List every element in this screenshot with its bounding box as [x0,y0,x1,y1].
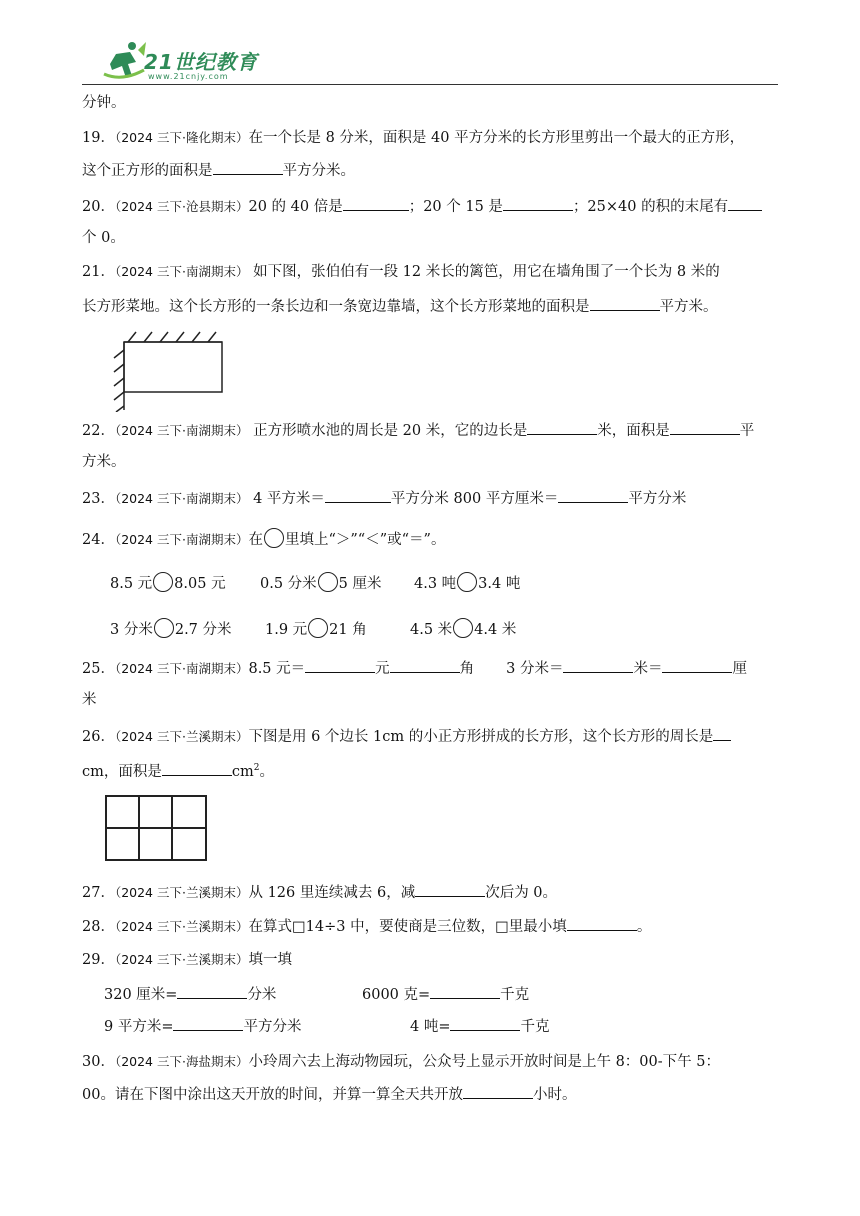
q29-item2: 6000 克= 千克 [362,984,529,1005]
q29-item1: 320 厘米= 分米 [104,984,276,1005]
answer-blank[interactable] [590,296,660,311]
answer-blank[interactable] [670,420,740,435]
logo-text: 21世纪教育 [144,50,258,74]
question-22-line2: 方米。 [82,454,126,470]
logo-url: www.21cnjy.com [148,72,229,81]
question-20: 20．（2024 三下·沧县期末）20 的 40 倍是 ；20 个 15 是 ；25×40 的积的末尾有 [82,196,762,217]
q29-item4: 4 吨= 千克 [410,1016,549,1037]
page-header [82,38,778,88]
compare-circle[interactable] [308,618,328,638]
answer-blank[interactable] [173,1016,243,1031]
answer-blank[interactable] [162,761,232,776]
compare-circle-icon [264,528,284,548]
six-squares-diagram [104,794,208,864]
q24-row1-item3: 4.3 吨 3.4 吨 [414,572,520,594]
answer-blank[interactable] [177,984,247,999]
answer-blank[interactable] [415,882,485,897]
question-27: 27．（2024 三下·兰溪期末）从 126 里连续减去 6，减 次后为 0。 [82,882,557,903]
question-25: 25．（2024 三下·南湖期末）8.5 元＝ 元 角 3 分米＝ 米＝ 厘 [82,658,747,679]
answer-blank[interactable] [450,1016,520,1031]
answer-blank[interactable] [713,726,731,741]
answer-blank[interactable] [563,658,633,673]
question-30: 30．（2024 三下·海盐期末）小玲周六去上海动物园玩，公众号上显示开放时间是上午 8：00-下午 5： [82,1054,720,1070]
answer-blank[interactable] [662,658,732,673]
compare-circle[interactable] [453,618,473,638]
q24-row1-item2: 0.5 分米 5 厘米 [260,572,382,594]
question-21-line2: 长方形菜地。这个长方形的一条长边和一条宽边靠墙，这个长方形菜地的面积是 平方米。 [82,296,718,317]
compare-circle[interactable] [457,572,477,592]
question-19-line2: 这个正方形的面积是 平方分米。 [82,160,355,181]
answer-blank[interactable] [503,196,573,211]
question-26-line2: cm，面积是 $cm^2$。 [82,758,274,782]
answer-blank[interactable] [558,488,628,503]
answer-blank[interactable] [430,984,500,999]
question-25-line2: 米 [82,692,97,708]
q24-row1-item1: 8.5 元 8.05 元 [110,572,226,594]
answer-blank[interactable] [325,488,391,503]
answer-blank[interactable] [527,420,597,435]
answer-blank[interactable] [343,196,409,211]
q18-tail: 分钟。 [82,95,126,111]
answer-blank[interactable] [390,658,460,673]
answer-blank[interactable] [728,196,762,211]
question-23: 23．（2024 三下·南湖期末） 4 平方米＝ 平方分米 800 平方厘米＝ 平方分米 [82,488,686,509]
running-man-icon [102,40,146,82]
answer-blank[interactable] [463,1084,533,1099]
question-19: 19．（2024 三下·隆化期末）在一个长是 8 分米，面积是 40 平方分米的长方形里剪出一个最大的正方形， [82,130,745,146]
compare-circle[interactable] [318,572,338,592]
question-29: 29．（2024 三下·兰溪期末）填一填 [82,952,292,968]
q24-row2-item3: 4.5 米 4.4 米 [410,618,516,640]
answer-blank[interactable] [567,916,637,931]
corner-garden-diagram [104,330,228,412]
compare-circle[interactable] [153,572,173,592]
answer-blank[interactable] [213,160,283,175]
question-24: 24．（2024 三下·南湖期末）在 里填上“＞”“＜”或“＝”。 [82,528,445,550]
question-21: 21．（2024 三下·南湖期末） 如下图，张伯伯有一段 12 米长的篱笆，用它在墙角围了一个长为 8 米的 [82,264,720,280]
question-20-line2: 个 0。 [82,230,125,246]
q24-row2-item1: 3 分米 2.7 分米 [110,618,232,640]
question-22: 22．（2024 三下·南湖期末） 正方形喷水池的周长是 20 米，它的边长是 米，面积是 平 [82,420,754,441]
compare-circle[interactable] [154,618,174,638]
q29-item3: 9 平方米= 平方分米 [104,1016,301,1037]
answer-blank[interactable] [305,658,375,673]
q24-row2-item2: 1.9 元 21 角 [265,618,367,640]
header-rule [82,84,778,85]
question-28: 28．（2024 三下·兰溪期末）在算式□14÷3 中，要使商是三位数，□里最小填 。 [82,916,651,937]
question-26: 26．（2024 三下·兰溪期末）下图是用 6 个边长 1cm 的小正方形拼成的长方形，这个长方形的周长是 [82,726,731,747]
question-30-line2: 00。请在下图中涂出这天开放的时间，并算一算全天共开放 小时。 [82,1084,576,1105]
